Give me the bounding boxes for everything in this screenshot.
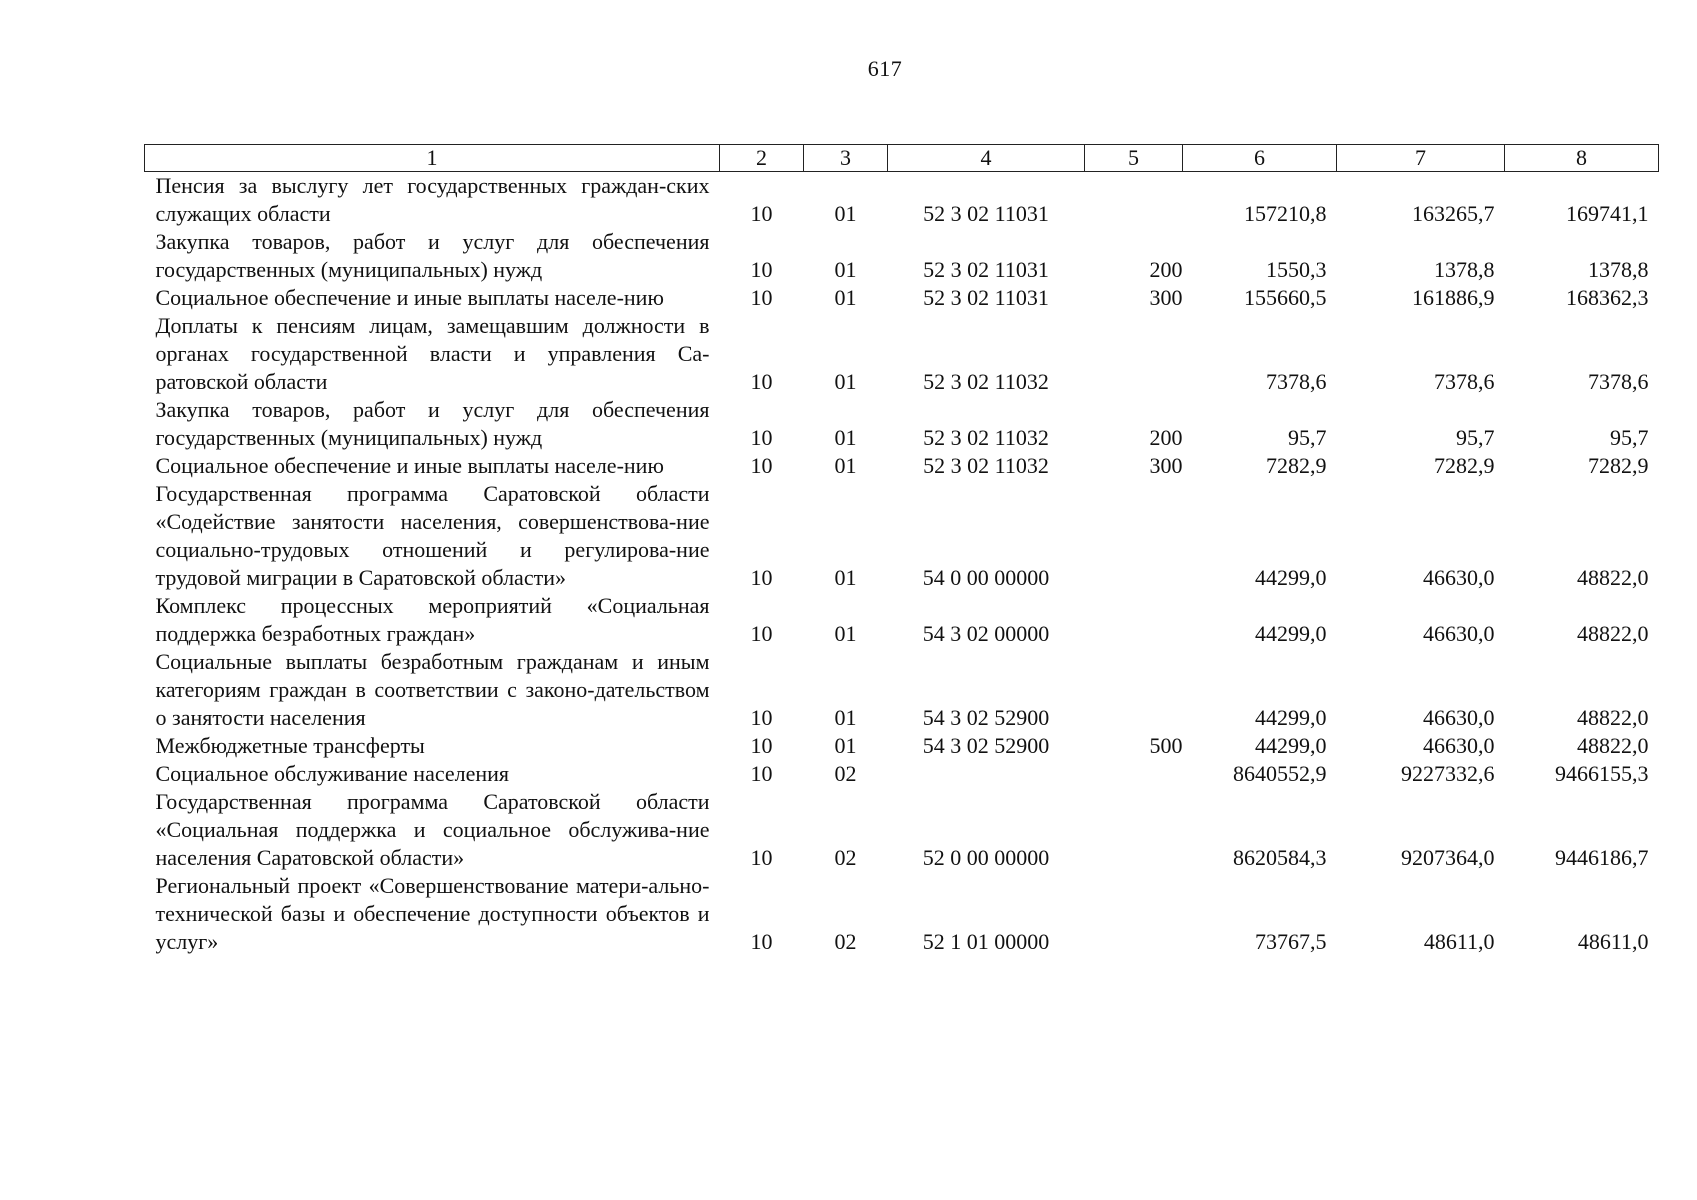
amount-col8: 9446186,7 [1555,845,1649,870]
expense-type-code: 300 [1149,453,1183,478]
target-article-code: 52 0 00 00000 [922,845,1050,870]
amount-col6: 44299,0 [1255,565,1327,590]
target-article-code: 54 0 00 00000 [922,565,1050,590]
amount-col6: 8620584,3 [1233,845,1327,870]
section-code: 10 [750,201,773,226]
table-row [145,872,1659,956]
table-row [145,284,1659,312]
row-description: Региональный проект «Совершенствование матери-ально-технической базы и обеспечение доступности объектов и услуг» [155,873,710,954]
table-row [145,732,1659,760]
amount-col8: 7282,9 [1588,453,1649,478]
subsection-code: 01 [834,565,857,590]
subsection-code: 01 [834,369,857,394]
table-row [145,228,1659,284]
subsection-code: 01 [834,285,857,310]
amount-col7: 46630,0 [1423,565,1495,590]
section-code: 10 [750,285,773,310]
amount-col7: 46630,0 [1423,733,1495,758]
subsection-code: 02 [834,929,857,954]
amount-col6: 44299,0 [1255,733,1327,758]
section-code: 10 [750,369,773,394]
expense-type-code: 500 [1149,733,1183,758]
section-code: 10 [750,257,773,282]
amount-col7: 7282,9 [1434,453,1495,478]
table-row [145,172,1659,229]
column-header: 8 [1505,145,1659,172]
expense-type-code: 200 [1149,425,1183,450]
target-article-code: 52 3 02 11032 [923,425,1049,450]
target-article-code: 52 3 02 11031 [923,257,1049,282]
expense-type-code [1085,480,1183,592]
target-article-code: 52 3 02 11032 [923,453,1049,478]
subsection-code: 01 [834,201,857,226]
amount-col7: 163265,7 [1412,201,1495,226]
column-header: 6 [1183,145,1337,172]
column-header: 1 [145,145,720,172]
section-code: 10 [750,425,773,450]
amount-col6: 7378,6 [1266,369,1327,394]
table-row [145,452,1659,480]
amount-col8: 48822,0 [1577,621,1649,646]
expense-type-code [1085,172,1183,229]
table-row [145,312,1659,396]
target-article-code: 54 3 02 00000 [922,621,1050,646]
expense-type-code: 300 [1149,285,1183,310]
row-description: Пенсия за выслугу лет государственных граждан-ских служащих области [155,173,710,226]
amount-col8: 168362,3 [1566,285,1649,310]
amount-col6: 95,7 [1288,425,1327,450]
amount-col6: 73767,5 [1255,929,1327,954]
subsection-code: 01 [834,733,857,758]
amount-col8: 48822,0 [1577,565,1649,590]
subsection-code: 01 [834,257,857,282]
amount-col8: 95,7 [1610,425,1649,450]
section-code: 10 [750,453,773,478]
amount-col7: 1378,8 [1434,257,1495,282]
table-row [145,592,1659,648]
column-header: 3 [804,145,888,172]
table-row [145,788,1659,872]
amount-col8: 1378,8 [1588,257,1649,282]
amount-col6: 44299,0 [1255,705,1327,730]
amount-col6: 157210,8 [1244,201,1327,226]
section-code: 10 [750,565,773,590]
subsection-code: 02 [834,845,857,870]
expense-type-code [1085,648,1183,732]
target-article-code: 52 3 02 11032 [923,369,1049,394]
section-code: 10 [750,733,773,758]
section-code: 10 [750,761,773,786]
subsection-code: 02 [834,761,857,786]
table-row [145,396,1659,452]
amount-col6: 155660,5 [1244,285,1327,310]
section-code: 10 [750,845,773,870]
row-description: Закупка товаров, работ и услуг для обеспечения государственных (муниципальных) нужд [155,397,710,450]
amount-col8: 48822,0 [1577,705,1649,730]
amount-col7: 48611,0 [1423,929,1495,954]
target-article-code: 52 1 01 00000 [922,929,1050,954]
expense-type-code [1085,788,1183,872]
row-description: Социальное обслуживание населения [155,761,510,786]
row-description: Социальное обеспечение и иные выплаты населе-нию [155,453,664,478]
page-number: 617 [867,56,903,81]
row-description: Межбюджетные трансферты [155,733,425,758]
target-article-code: 52 3 02 11031 [923,285,1049,310]
amount-col8: 7378,6 [1588,369,1649,394]
subsection-code: 01 [834,453,857,478]
table-header-row [145,145,1659,172]
expense-type-code: 200 [1149,257,1183,282]
expense-type-code [1085,872,1183,956]
amount-col7: 9227332,6 [1401,761,1495,786]
table-row [145,480,1659,592]
row-description: Комплекс процессных мероприятий «Социальная поддержка безработных граждан» [155,593,710,646]
column-header: 5 [1085,145,1183,172]
amount-col8: 48611,0 [1577,929,1649,954]
amount-col7: 46630,0 [1423,705,1495,730]
budget-table [144,144,1659,956]
amount-col7: 46630,0 [1423,621,1495,646]
amount-col8: 9466155,3 [1555,761,1649,786]
column-header: 2 [720,145,804,172]
expense-type-code [1085,592,1183,648]
amount-col7: 95,7 [1456,425,1495,450]
section-code: 10 [750,929,773,954]
row-description: Доплаты к пенсиям лицам, замещавшим должности в органах государственной власти и управления Са-ратовской области [155,313,710,394]
section-code: 10 [750,705,773,730]
amount-col7: 161886,9 [1412,285,1495,310]
expense-type-code [1085,760,1183,788]
target-article-code [888,760,1085,788]
column-header: 7 [1337,145,1505,172]
section-code: 10 [750,621,773,646]
row-description: Закупка товаров, работ и услуг для обеспечения государственных (муниципальных) нужд [155,229,710,282]
amount-col6: 44299,0 [1255,621,1327,646]
row-description: Государственная программа Саратовской области «Содействие занятости населения, совершенствова-ние социально-трудовых отношений и регулирова-ние трудовой миграции в Саратовской области» [155,481,710,590]
amount-col8: 48822,0 [1577,733,1649,758]
subsection-code: 01 [834,621,857,646]
table-row [145,760,1659,788]
table-row [145,648,1659,732]
target-article-code: 54 3 02 52900 [922,733,1050,758]
amount-col6: 1550,3 [1266,257,1327,282]
amount-col8: 169741,1 [1566,201,1649,226]
target-article-code: 54 3 02 52900 [922,705,1050,730]
subsection-code: 01 [834,705,857,730]
row-description: Социальные выплаты безработным гражданам и иным категориям граждан в соответствии с законо-дательством о занятости населения [155,649,710,730]
expense-type-code [1085,312,1183,396]
amount-col6: 8640552,9 [1233,761,1327,786]
target-article-code: 52 3 02 11031 [923,201,1049,226]
subsection-code: 01 [834,425,857,450]
row-description: Государственная программа Саратовской области «Социальная поддержка и социальное обслужива-ние населения Саратовской области» [155,789,710,870]
column-header: 4 [888,145,1085,172]
amount-col7: 9207364,0 [1401,845,1495,870]
row-description: Социальное обеспечение и иные выплаты населе-нию [155,285,664,310]
amount-col7: 7378,6 [1434,369,1495,394]
amount-col6: 7282,9 [1266,453,1327,478]
